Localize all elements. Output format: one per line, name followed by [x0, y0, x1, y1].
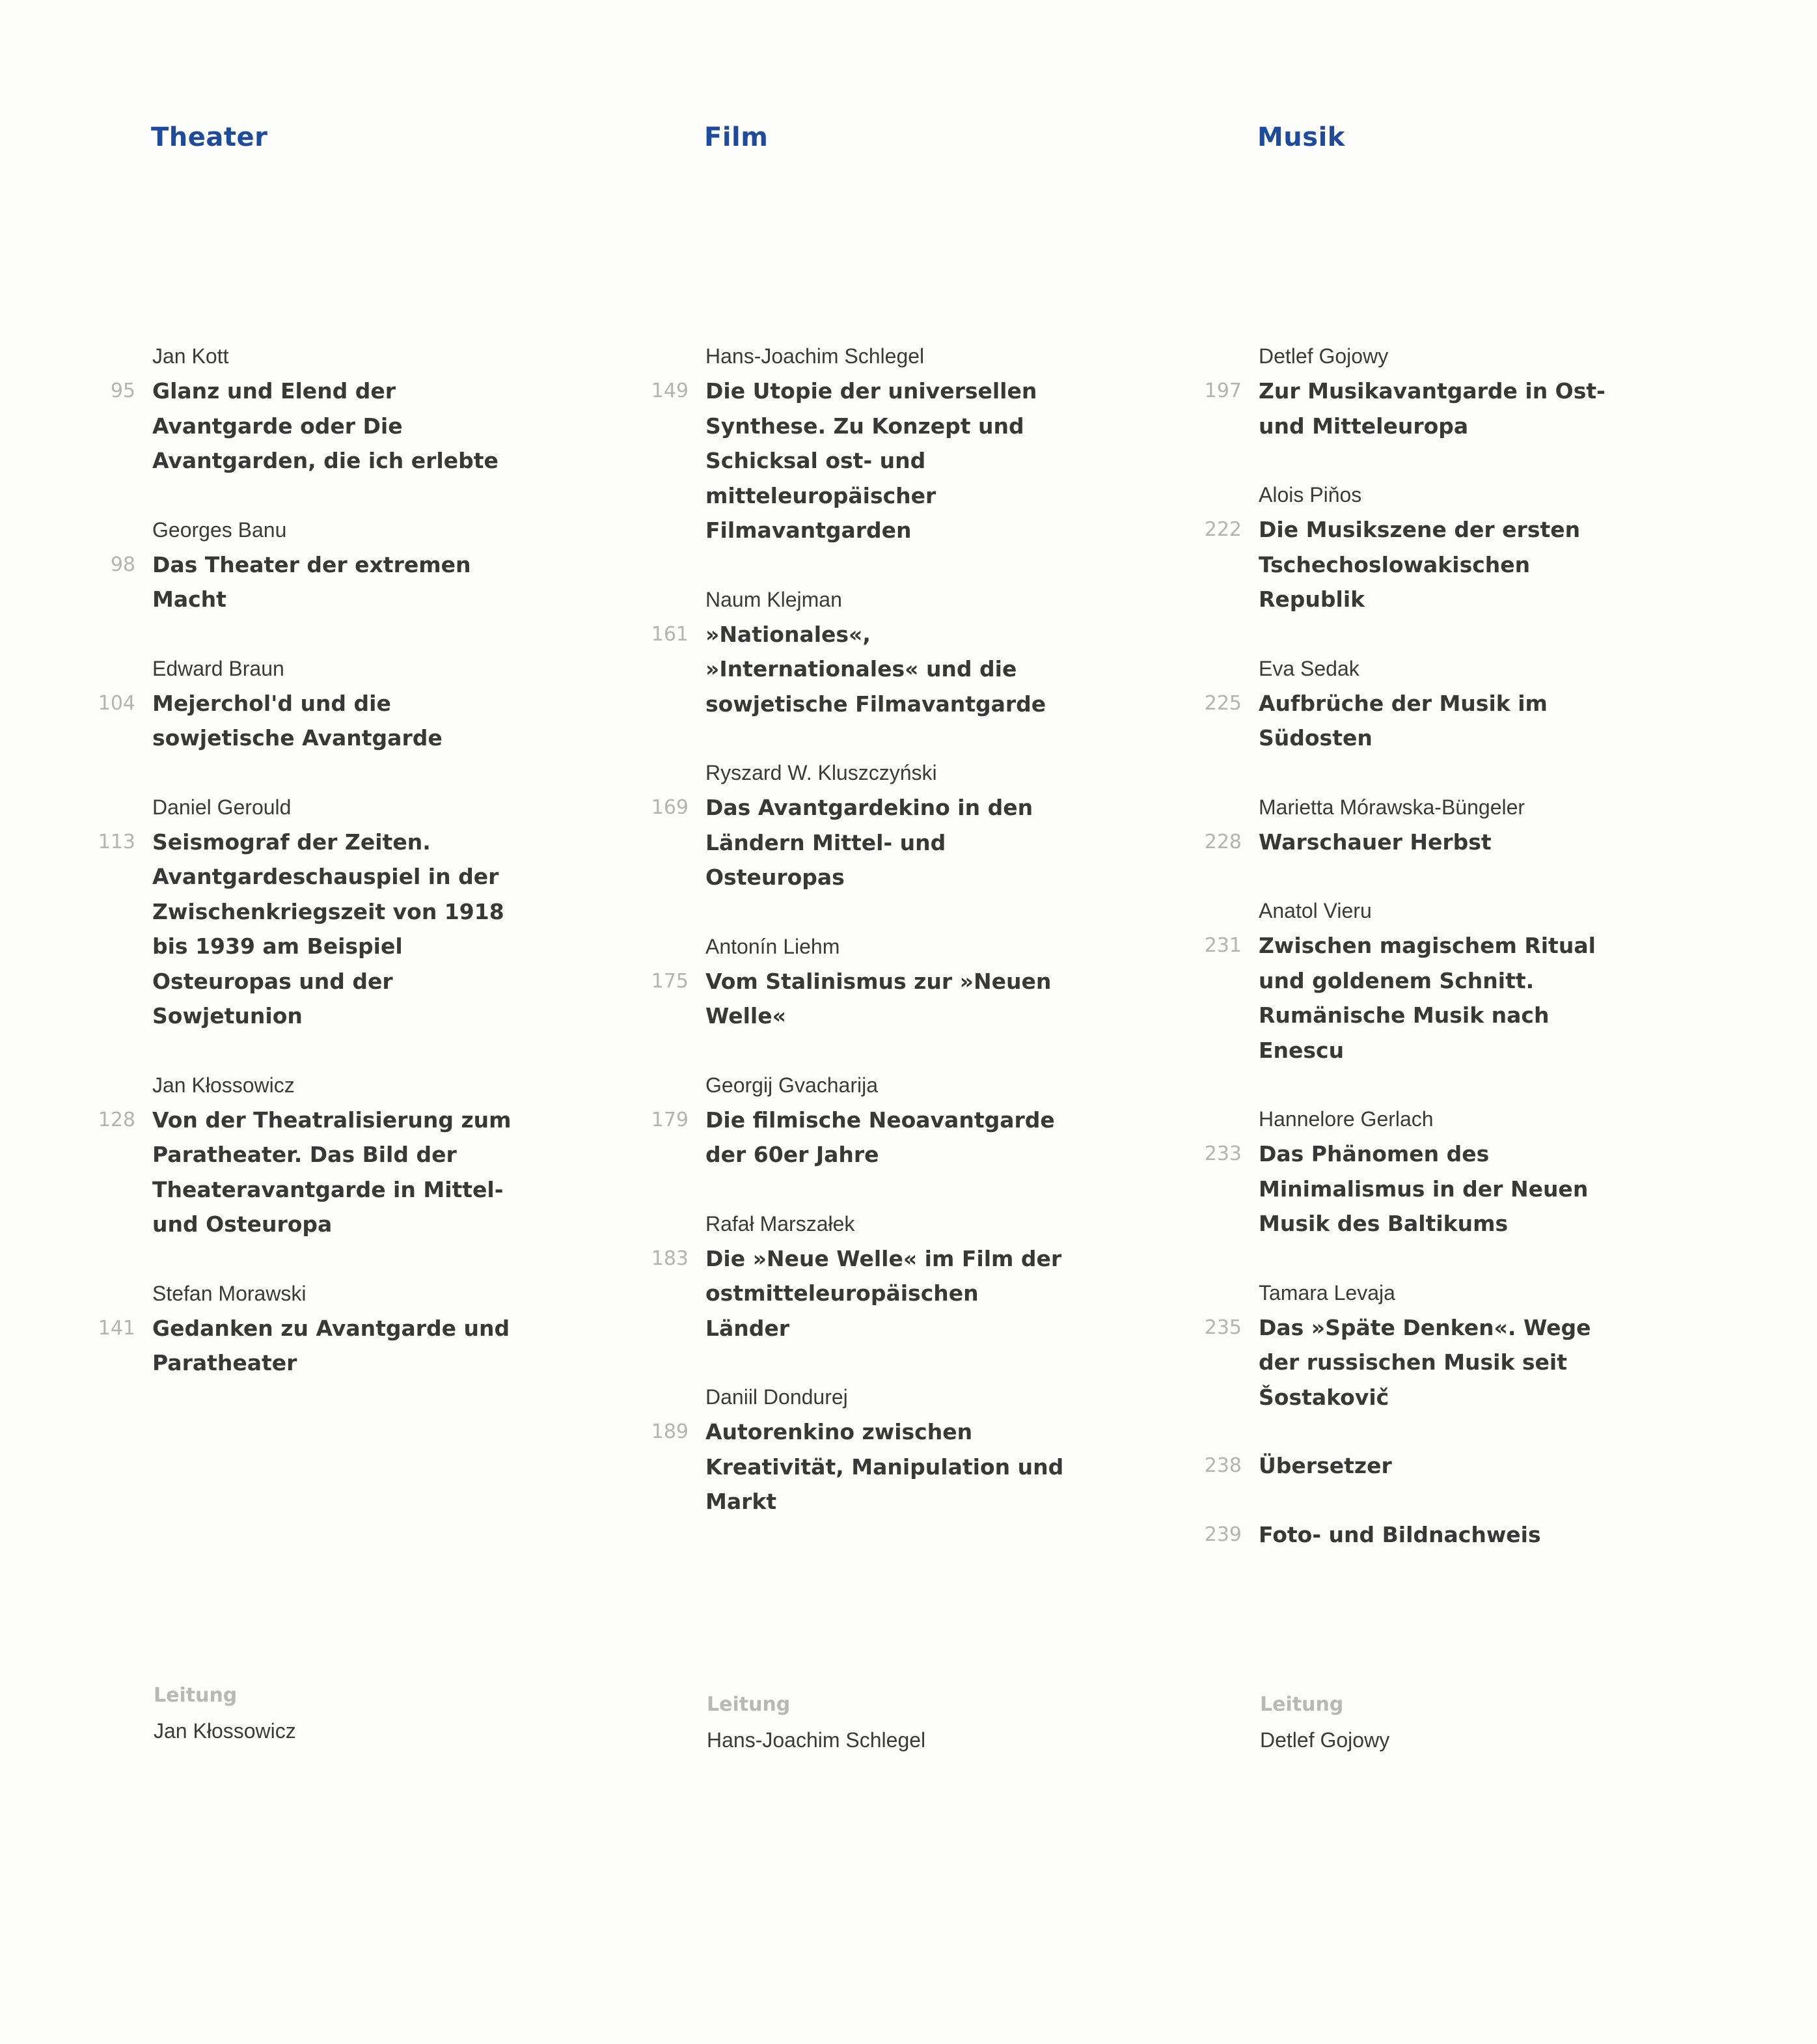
leitung-label: Leitung — [707, 1693, 791, 1716]
section-heading-musik: Musik — [1257, 122, 1345, 152]
entry-page-number: 175 — [651, 969, 689, 993]
entry-author: Daniel Gerould — [152, 795, 292, 819]
entry-title[interactable]: Die filmische Neoavantgarde der 60er Jahre — [705, 1107, 1055, 1167]
entry-title[interactable]: Vom Stalinismus zur »Neuen Welle« — [705, 968, 1052, 1029]
leitung-label: Leitung — [154, 1684, 238, 1707]
toc-entry[interactable] — [1106, 790, 1614, 860]
entry-author: Hans-Joachim Schlegel — [705, 344, 925, 368]
toc-entry[interactable] — [1106, 1517, 1614, 1553]
entry-author: Tamara Levaja — [1259, 1280, 1395, 1305]
entry-title[interactable]: Warschauer Herbst — [1259, 829, 1492, 855]
entry-author: Anatol Vieru — [1259, 899, 1372, 922]
toc-entry[interactable] — [1106, 1275, 1614, 1415]
entry-page-number: 141 — [98, 1316, 135, 1340]
entry-title[interactable]: Das Phänomen des Minimalismus in der Neuen Musik des Baltikums — [1259, 1141, 1589, 1236]
entry-author: Daniil Dondurej — [705, 1385, 848, 1409]
entry-title[interactable]: Die »Neue Welle« im Film der ostmitteleuropäischen Länder — [705, 1245, 1062, 1341]
entry-author: Stefan Morawski — [152, 1281, 307, 1305]
toc-entry[interactable] — [553, 582, 1061, 722]
leitung-name: Hans-Joachim Schlegel — [707, 1728, 926, 1752]
toc-entry[interactable] — [1106, 651, 1614, 756]
entry-title[interactable]: Die Musikszene der ersten Tschechoslowakischen Republik — [1259, 517, 1581, 612]
section-heading-film: Film — [704, 122, 769, 152]
toc-entry[interactable] — [0, 1068, 512, 1242]
entry-author: Alois Piňos — [1259, 483, 1362, 506]
entry-title[interactable]: Gedanken zu Avantgarde und Paratheater — [152, 1315, 510, 1375]
entry-page-number: 225 — [1204, 691, 1242, 715]
entry-title[interactable]: Zur Musikavantgarde in Ost- und Mitteleuropa — [1259, 378, 1605, 439]
leitung-label: Leitung — [1260, 1693, 1344, 1716]
entry-author: Ryszard W. Kluszczyński — [705, 761, 937, 784]
toc-entry[interactable] — [553, 1206, 1061, 1346]
entry-page-number: 128 — [98, 1108, 135, 1131]
leitung-film — [707, 1687, 925, 1758]
entry-author: Hannelore Gerlach — [1259, 1107, 1434, 1131]
leitung-name: Jan Kłossowicz — [154, 1719, 296, 1743]
entry-page-number: 179 — [651, 1108, 689, 1131]
entry-title[interactable]: Mejerchol'd und die sowjetische Avantgarde — [152, 690, 443, 751]
entry-author: Detlef Gojowy — [1259, 344, 1389, 368]
toc-musik — [1106, 338, 1614, 1586]
theater-column — [0, 0, 512, 2044]
toc-entry[interactable] — [1106, 1101, 1614, 1241]
leitung-theater — [154, 1678, 296, 1748]
entry-author: Eva Sedak — [1259, 656, 1359, 680]
entry-title[interactable]: Von der Theatralisierung zum Paratheater. Das Bild der Theateravantgarde in Mittel- und Osteuropa — [152, 1107, 512, 1237]
entry-page-number: 228 — [1204, 830, 1242, 853]
entry-author: Edward Braun — [152, 656, 284, 680]
entry-title[interactable]: Glanz und Elend der Avantgarde oder Die Avantgarden, die ich erlebte — [152, 378, 499, 473]
entry-page-number: 169 — [651, 796, 689, 819]
toc-entry[interactable] — [1106, 1448, 1614, 1484]
entry-title[interactable]: Foto- und Bildnachweis — [1259, 1521, 1541, 1547]
entry-author: Jan Kłossowicz — [152, 1073, 295, 1097]
toc-entry[interactable] — [0, 512, 508, 617]
entry-page-number: 104 — [98, 691, 135, 715]
entry-title[interactable]: »Nationales«, »Internationales« und die sowjetische Filmavantgarde — [705, 621, 1046, 717]
entry-page-number: 113 — [98, 830, 135, 853]
entry-page-number: 222 — [1204, 518, 1242, 541]
entry-title[interactable]: Zwischen magischem Ritual und goldenem Schnitt. Rumänische Musik nach Enescu — [1259, 933, 1596, 1063]
entry-author: Rafał Marszałek — [705, 1211, 855, 1236]
toc-entry[interactable] — [553, 1068, 1061, 1172]
entry-title[interactable]: Seismograf der Zeiten. Avantgardeschauspiel in der Zwischenkriegszeit von 1918 bis 1939 am Beispiel Osteuropas und der Sowjetunion — [152, 829, 504, 1029]
entry-page-number: 231 — [1204, 934, 1242, 957]
toc-entry[interactable] — [553, 929, 1061, 1034]
toc-film — [553, 338, 1064, 1553]
entry-title[interactable]: Die Utopie der universellen Synthese. Zu Konzept und Schicksal ost- und mitteleuropäischer Filmavantgarden — [705, 378, 1037, 543]
toc-entry[interactable] — [0, 651, 508, 756]
toc-entry[interactable] — [0, 790, 508, 1034]
film-column — [553, 0, 1064, 2044]
entry-title[interactable]: Übersetzer — [1259, 1453, 1392, 1478]
section-heading-theater: Theater — [151, 122, 268, 152]
entry-author: Marietta Mórawska-Büngeler — [1259, 795, 1525, 819]
leitung-name: Detlef Gojowy — [1260, 1728, 1390, 1752]
entry-page-number: 161 — [651, 622, 689, 646]
entry-page-number: 149 — [651, 380, 689, 402]
entry-title[interactable]: Autorenkino zwischen Kreativität, Manipulation und Markt — [705, 1419, 1064, 1514]
toc-entry[interactable] — [0, 338, 508, 478]
toc-entry[interactable] — [553, 755, 1061, 895]
toc-entry[interactable] — [553, 1379, 1064, 1519]
entry-author: Antonín Liehm — [705, 934, 840, 958]
toc-entry[interactable] — [553, 338, 1061, 548]
toc-entry[interactable] — [1106, 477, 1614, 617]
entry-page-number: 197 — [1204, 380, 1242, 402]
entry-page-number: 235 — [1204, 1316, 1242, 1339]
entry-page-number: 98 — [110, 553, 135, 576]
toc-theater — [0, 338, 512, 1415]
entry-author: Jan Kott — [152, 344, 229, 368]
entry-author: Georgij Gvacharija — [705, 1073, 878, 1097]
musik-column — [1106, 0, 1614, 2044]
entry-author: Georges Banu — [152, 518, 287, 542]
entry-page-number: 189 — [651, 1420, 689, 1443]
entry-title[interactable]: Das Avantgardekino in den Ländern Mittel- und Osteuropas — [705, 795, 1033, 890]
toc-entry[interactable] — [1106, 338, 1614, 443]
entry-author: Naum Klejman — [705, 587, 842, 611]
entry-title[interactable]: Das Theater der extremen Macht — [152, 551, 471, 612]
entry-page-number: 183 — [651, 1247, 689, 1270]
toc-entry[interactable] — [1106, 893, 1614, 1068]
toc-entry[interactable] — [0, 1276, 508, 1381]
leitung-musik — [1260, 1687, 1389, 1758]
entry-title[interactable]: Aufbrüche der Musik im Südosten — [1259, 690, 1548, 751]
entry-page-number: 95 — [110, 380, 135, 402]
entry-page-number: 239 — [1204, 1523, 1242, 1546]
entry-title[interactable]: Das »Späte Denken«. Wege der russischen Musik seit Šostakovič — [1259, 1314, 1591, 1410]
entry-page-number: 233 — [1204, 1142, 1242, 1165]
entry-page-number: 238 — [1204, 1454, 1242, 1477]
